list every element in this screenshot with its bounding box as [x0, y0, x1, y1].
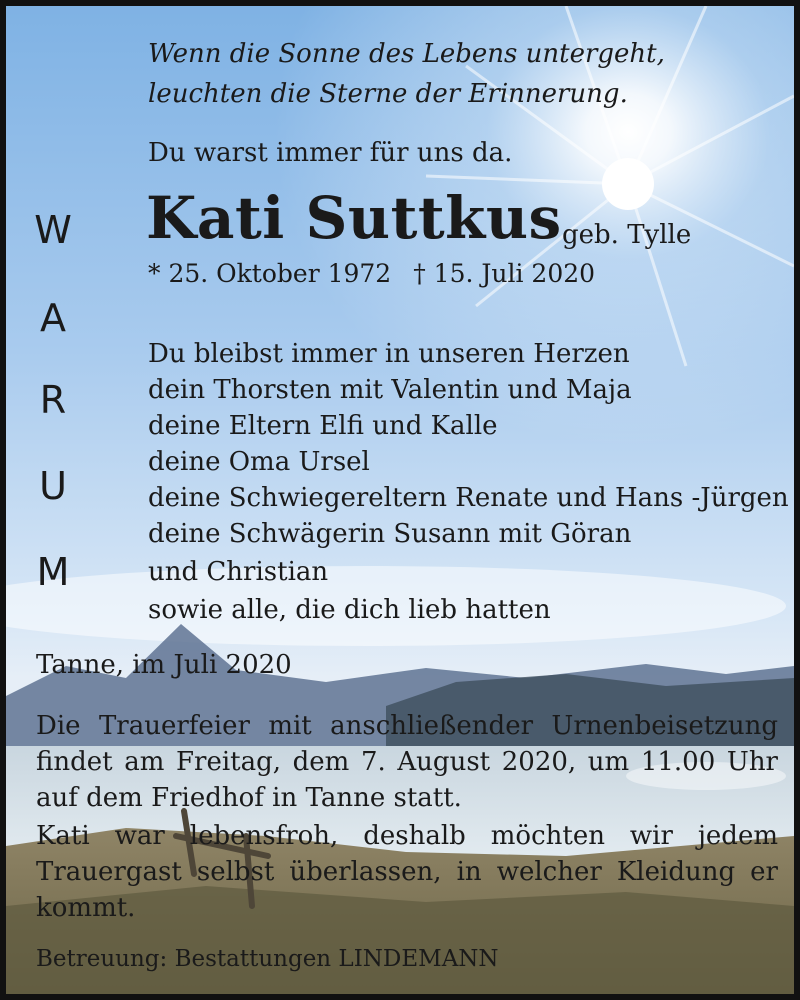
- mourner-line: deine Schwiegereltern Renate und Hans -Jürgen: [148, 483, 789, 513]
- birth-name: geb. Tylle: [562, 220, 692, 250]
- mourner-line: und Christian: [148, 557, 329, 587]
- death-date: † 15. Juli 2020: [413, 259, 596, 288]
- mourner-line: dein Thorsten mit Valentin und Maja: [148, 375, 632, 405]
- side-letter-w: W: [34, 208, 72, 252]
- side-letter-r: R: [39, 378, 67, 422]
- obituary-text-layer: [6, 6, 794, 994]
- mourner-line: deine Oma Ursel: [148, 447, 370, 477]
- birth-date: * 25. Oktober 1972: [148, 259, 392, 288]
- mourner-line: sowie alle, die dich lieb hatten: [148, 595, 551, 625]
- intro-line: Du warst immer für uns da.: [148, 138, 513, 168]
- mourner-line: Du bleibst immer in unseren Herzen: [148, 339, 630, 369]
- dress-note-paragraph: Kati war lebensfroh, deshalb möchten wir jedem Trauergast selbst überlassen, in welcher Kleidung er kommt.: [36, 821, 778, 923]
- motto-line-2: leuchten die Sterne der Erinnerung.: [148, 79, 628, 109]
- funeral-home-footer: Betreuung: Bestattungen LINDEMANN: [36, 946, 499, 972]
- side-letter-m: M: [36, 550, 70, 594]
- side-letter-u: U: [39, 464, 67, 508]
- motto-line-1: Wenn die Sonne des Lebens untergeht,: [148, 39, 665, 69]
- side-letter-a: A: [40, 296, 66, 340]
- life-dates: [148, 259, 595, 288]
- deceased-name: Kati Suttkus: [146, 184, 562, 252]
- mourner-line: deine Eltern Elfi und Kalle: [148, 411, 498, 441]
- place-date: Tanne, im Juli 2020: [36, 650, 292, 680]
- mourner-line: deine Schwägerin Susann mit Göran: [148, 519, 632, 549]
- ceremony-paragraph: Die Trauerfeier mit anschließender Urnenbeisetzung findet am Freitag, dem 7. August 2020, um 11.00 Uhr auf dem Friedhof in Tanne statt.: [36, 711, 778, 813]
